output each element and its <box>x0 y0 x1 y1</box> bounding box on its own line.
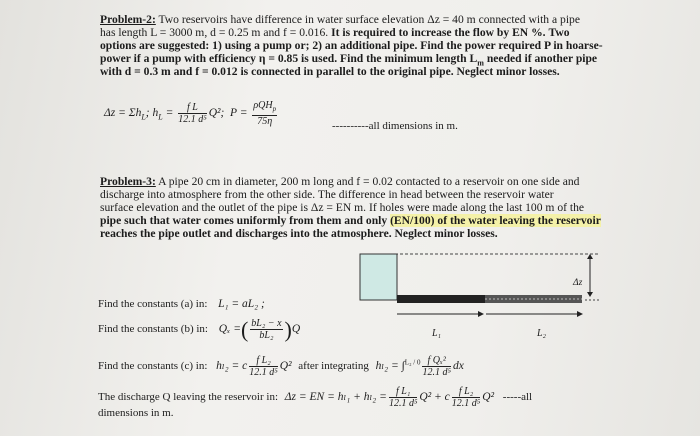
discharge-frac1-den: 12.1 d⁵ <box>388 398 418 409</box>
formula-frac1-num: f L <box>178 102 206 114</box>
problem2-parallel: with d = 0.3 m and f = 0.012 is connected in parallel to the original pipe. <box>100 65 454 78</box>
constant-c-den: 12.1 d⁵ <box>249 367 278 378</box>
constant-b-frac <box>250 318 282 341</box>
constant-b-lhs: Qₓ = <box>218 323 241 336</box>
discharge-row <box>98 386 532 409</box>
discharge-frac2-den: 12.1 d⁵ <box>451 398 481 409</box>
constant-b-num: bL₂ − x <box>251 318 282 329</box>
formula-frac1-den: 12.1 d⁵ <box>178 114 207 125</box>
discharge-frac1 <box>389 386 417 409</box>
formula-hl-sub: L <box>158 112 163 122</box>
dz-arrow-top <box>587 254 593 259</box>
problem3-title: Problem-3: <box>100 175 156 188</box>
problem2-text-4: Find the power required P in hoarse- <box>420 39 603 52</box>
problem2-min-length: Find the minimum length L <box>340 52 478 65</box>
constant-b-den: bL₂ <box>259 330 274 341</box>
problem2-options: options are suggested: 1) using a pump or; 2) an additional pipe. <box>100 39 418 52</box>
problem2-sub-m: m <box>477 58 484 68</box>
discharge-frac1-num: f L₁ <box>389 386 417 398</box>
constant-c-num: f L₂ <box>249 355 277 367</box>
constant-c-q: Q² <box>279 360 292 373</box>
l2-arrowhead <box>577 311 583 317</box>
problem2-pump: power if a pump with efficiency η = 0.85 is used. <box>100 52 338 65</box>
constant-b-label: Find the constants (b) in: <box>98 323 208 336</box>
problem2-requirement: It is required to increase the flow by EN %. <box>331 26 546 39</box>
discharge-end: Q² <box>482 391 495 404</box>
constant-a-label: Find the constants (a) in: <box>98 298 208 310</box>
constant-b-rhs: Q <box>291 323 301 336</box>
problem3-text-5: reaches the pipe outlet and discharges into the atmosphere. Neglect minor losses. <box>100 227 498 240</box>
problem2-text-2: has length L = 3000 m, d = 0.25 m and f = 0.016. <box>100 26 329 39</box>
paren-close: ) <box>284 316 292 342</box>
constant-c-frac <box>249 355 277 378</box>
constant-a-row <box>98 298 265 311</box>
dz-label: Δz <box>573 278 583 288</box>
problem2-title: Problem-2: <box>100 13 156 26</box>
constant-c-after: after integrating <box>298 360 369 373</box>
problem3-text-3: surface elevation and the outlet of the pipe is Δz = EN m. If holes were made along the last 100 m of the <box>100 201 585 214</box>
constant-c-row <box>98 355 464 378</box>
footer-note: dimensions in m. <box>98 407 174 419</box>
constant-c-int-den: 12.1 d⁵ <box>422 367 451 378</box>
formula-frac2-sub: p <box>272 105 277 113</box>
formula-frac2-den: 75η <box>257 116 273 127</box>
pipe-solid <box>397 295 485 303</box>
discharge-frac2 <box>452 386 480 409</box>
problem2-text-3: Two <box>548 26 570 39</box>
formula-note: ----------all dimensions in m. <box>332 120 458 132</box>
problem3-text-2: discharge into atmosphere from the other side. The difference in head between the reservoir water <box>100 188 554 201</box>
discharge-label: The discharge Q leaving the reservoir in: <box>98 391 279 404</box>
problem2-text-1: Two reservoirs have difference in water surface elevation Δz = 40 m connected with a pipe <box>158 13 580 26</box>
l2-label: L₂ <box>537 328 547 339</box>
problem3-text-4: pipe such that water comes uniformly from them and only (EN/100) of the water leaving the reservoir <box>100 214 601 227</box>
paren-open: ( <box>240 316 249 342</box>
formula-p-lhs: P = <box>230 107 248 120</box>
formula-frac2-num: ρQH <box>253 100 273 111</box>
constant-c-lhs: hₗ₂ = c <box>216 360 248 373</box>
constant-c-label: Find the constants (c) in: <box>98 360 208 373</box>
formula-eq: = <box>165 107 174 120</box>
constant-a-expr: L₁ = aL₂ ; <box>218 298 265 310</box>
constant-c-int-lhs: hₗ₂ = ∫ <box>375 360 405 373</box>
discharge-mid: Q² + c <box>419 391 450 404</box>
formula-q2: Q²; <box>208 107 225 120</box>
constant-c-int-num: f Qₓ² <box>422 355 450 367</box>
formula-lhs-sub: L <box>141 112 146 122</box>
constant-c-int-dx: dx <box>452 360 464 373</box>
problem3-text-1: A pipe 20 cm in diameter, 200 m long and f = 0.02 contacted to a reservoir on one side and <box>158 175 580 188</box>
problem2-text-5: needed if another pipe <box>486 52 598 65</box>
l1-arrowhead <box>478 311 484 317</box>
l1-label: L₁ <box>432 328 442 339</box>
discharge-frac2-num: f L₂ <box>452 386 480 398</box>
problem3-highlight: (EN/100) of the water leaving the reservoir <box>390 214 601 227</box>
discharge-eq: Δz = EN = hₗ₁ + hₗ₂ = <box>284 391 387 404</box>
problem2-neglect: Neglect minor losses. <box>456 65 560 78</box>
formula-hl: ; h <box>145 107 159 120</box>
constant-b-row <box>98 318 300 341</box>
constant-c-int-limits: L₂ / 0 <box>404 358 421 367</box>
constant-c-int-frac <box>422 355 450 378</box>
discharge-tail: -----all <box>502 391 533 404</box>
reservoir <box>360 254 397 300</box>
dz-arrow-bottom <box>587 292 593 297</box>
formula-lhs: Δz = Σh <box>104 107 142 120</box>
